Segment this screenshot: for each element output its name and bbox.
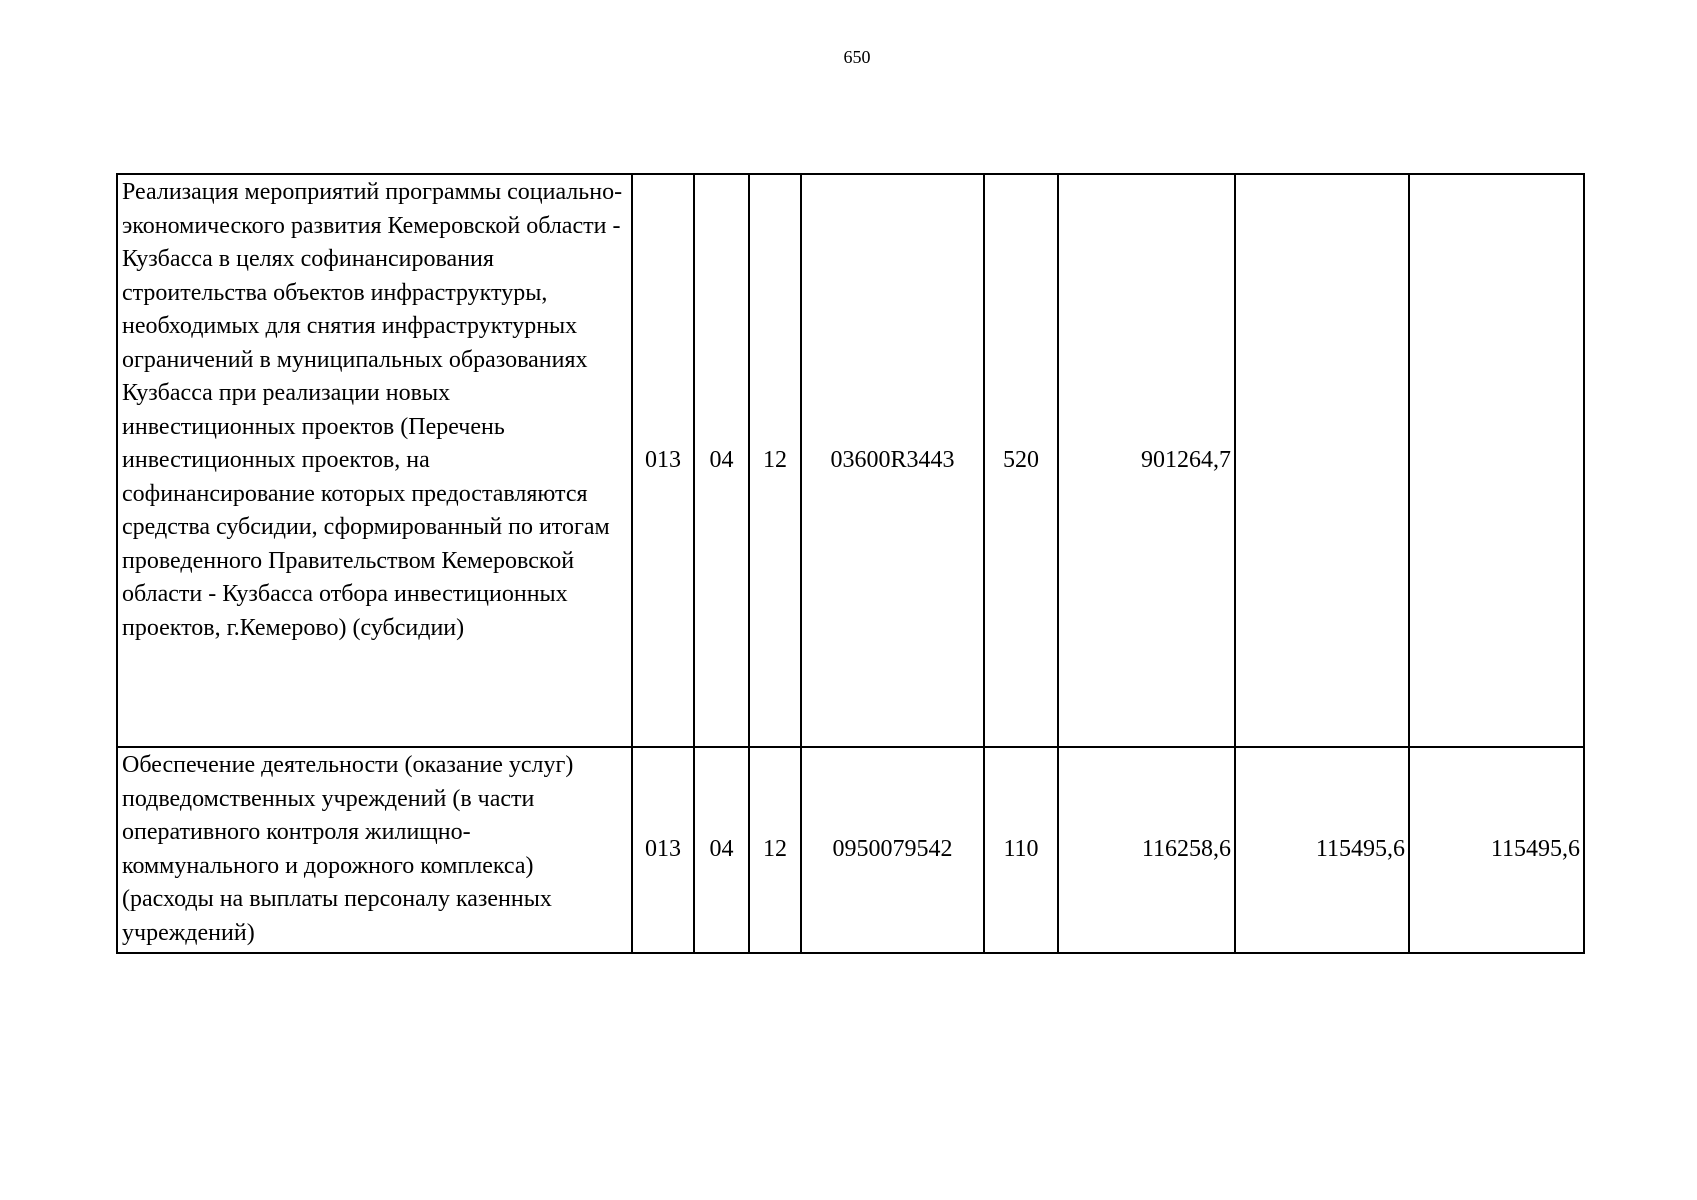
target-article-code: 03600R3443 <box>801 174 984 747</box>
table-row <box>117 174 1584 747</box>
subsection-code: 12 <box>749 747 801 953</box>
table-row <box>117 747 1584 953</box>
ministry-code: 013 <box>632 747 694 953</box>
amount-year-3: 115495,6 <box>1409 747 1584 953</box>
expense-type-code: 110 <box>984 747 1058 953</box>
budget-table <box>116 173 1585 954</box>
row-description: Обеспечение деятельности (оказание услуг) подведомственных учреждений (в части оперативного контроля жилищно-коммунального и дорожного комплекса) (расходы на выплаты персоналу казенных учреждений) <box>117 747 632 953</box>
page-number: 650 <box>843 47 871 67</box>
section-code: 04 <box>694 747 749 953</box>
subsection-code: 12 <box>749 174 801 747</box>
target-article-code: 0950079542 <box>801 747 984 953</box>
amount-year-1: 901264,7 <box>1058 174 1235 747</box>
expense-type-code: 520 <box>984 174 1058 747</box>
amount-year-1: 116258,6 <box>1058 747 1235 953</box>
amount-year-2 <box>1235 174 1409 747</box>
ministry-code: 013 <box>632 174 694 747</box>
row-description: Реализация мероприятий программы социально-экономического развития Кемеровской области - Кузбасса в целях софинансирования строительства объектов инфраструктуры, необходимых для снятия инфраструктурных ограничений в муниципальных образованиях Кузбасса при реализации новых инвестиционных проектов (Перечень инвестиционных проектов, на софинансирование которых предоставляются средства субсидии, сформированный по итогам проведенного Правительством Кемеровской области - Кузбасса отбора инвестиционных проектов, г.Кемерово) (субсидии) <box>117 174 632 747</box>
amount-year-3 <box>1409 174 1584 747</box>
amount-year-2: 115495,6 <box>1235 747 1409 953</box>
section-code: 04 <box>694 174 749 747</box>
